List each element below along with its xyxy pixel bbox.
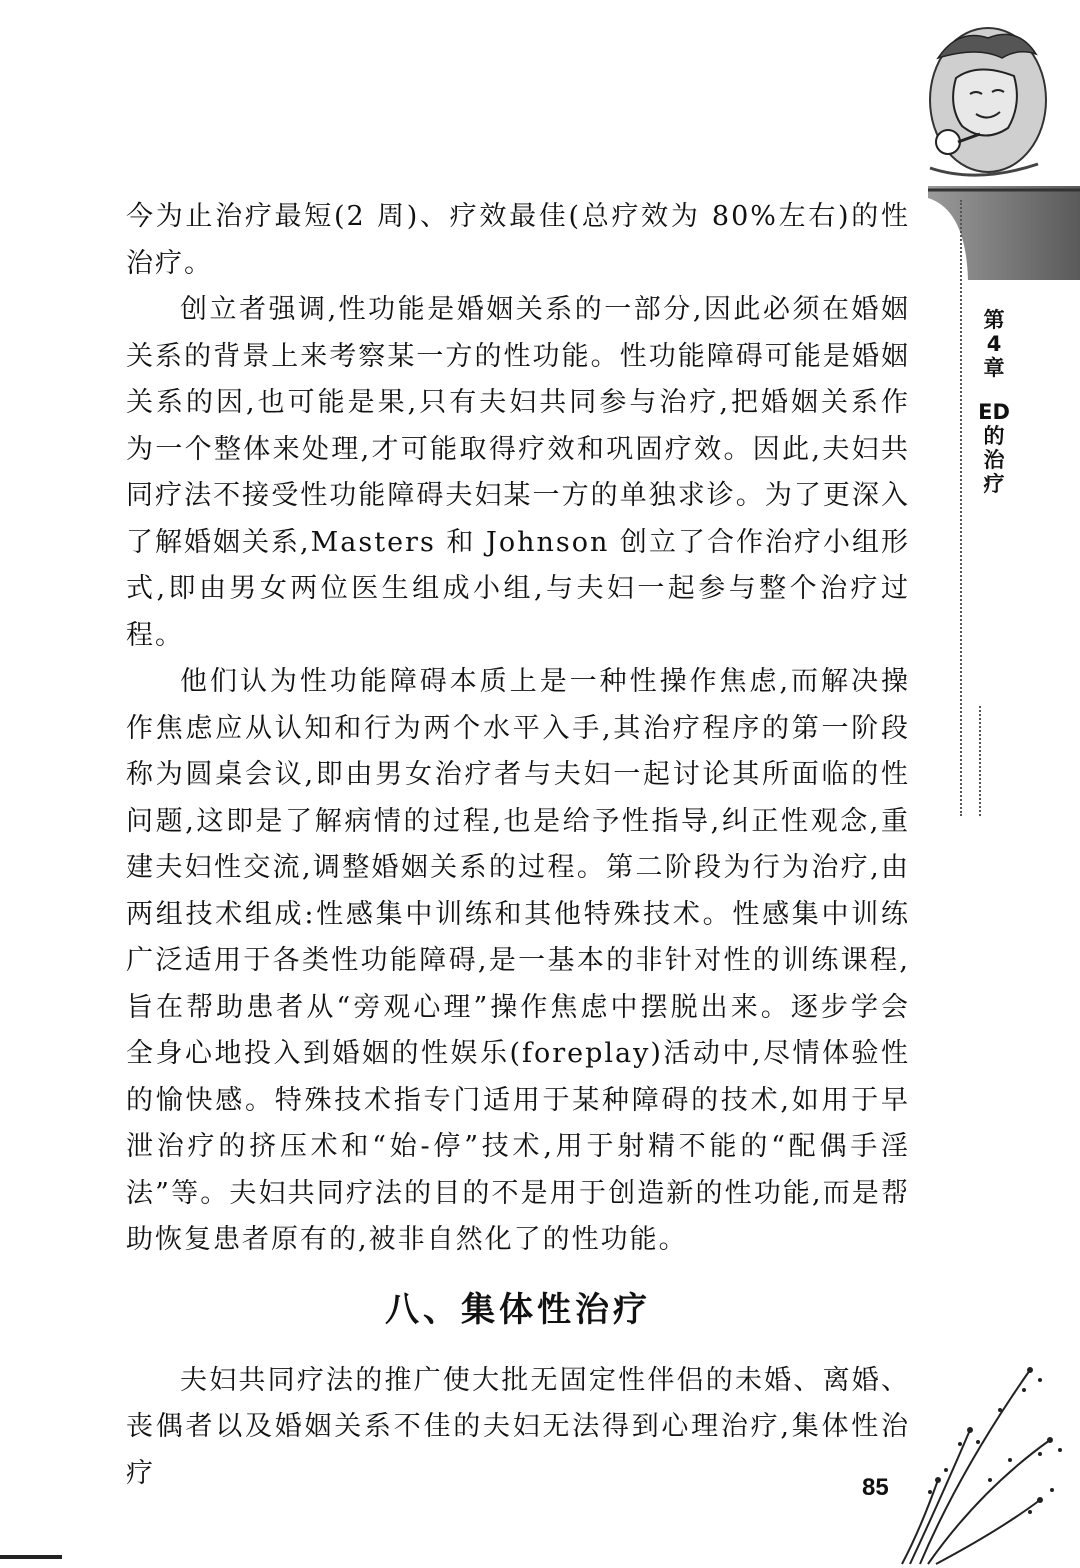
chapter-topic-char: 治 — [983, 448, 1005, 472]
chapter-topic-char: 的 — [983, 424, 1005, 448]
page-number: 85 — [862, 1474, 889, 1501]
chapter-label-char: 第 — [983, 308, 1005, 332]
margin-dotted-line — [979, 706, 981, 816]
paragraph: 创立者强调,性功能是婚姻关系的一部分,因此必须在婚姻关系的背景上来考察某一方的性功能。性功能障碍可能是婚姻关系的因,也可能是果,只有夫妇共同参与治疗,把婚姻关系作为一个整体来处理,才可能取得疗效和巩固疗效。因此,夫妇共同疗法不接受性功能障碍夫妇某一方的单独求诊。为了更深入了解婚姻关系,Masters 和 Johnson 创立了合作治疗小组形式,即由男女两位医生组成小组,与夫妇一起参与整个治疗过程。 — [126, 294, 910, 651]
chapter-topic-char: 疗 — [983, 472, 1005, 496]
body-text — [126, 194, 910, 1497]
sparkle-decoration — [880, 1350, 1080, 1568]
chapter-topic-char: ED — [978, 400, 1010, 424]
section-heading: 八、集体性治疗 — [385, 1289, 651, 1330]
paragraph: 夫妇共同疗法的推广使大批无固定性伴侣的未婚、离婚、丧偶者以及婚姻关系不佳的夫妇无法得到心理治疗,集体性治疗 — [126, 1364, 910, 1489]
chapter-label-char: 4 — [986, 332, 1002, 356]
bottom-rule — [0, 1555, 62, 1559]
chapter-label-char: 章 — [983, 356, 1005, 380]
cartoon-figure-illustration — [918, 18, 1050, 186]
chapter-side-label — [972, 308, 1016, 496]
margin-dotted-line — [960, 200, 962, 816]
decorative-side-band — [928, 186, 1080, 280]
paragraph: 今为止治疗最短(2 周)、疗效最佳(总疗效为 80%左右)的性治疗。 — [126, 201, 910, 279]
paragraph: 他们认为性功能障碍本质上是一种性操作焦虑,而解决操作焦虑应从认知和行为两个水平入手,其治疗程序的第一阶段称为圆桌会议,即由男女治疗者与夫妇一起讨论其所面临的性问题,这即是了解病情的过程,也是给予性指导,纠正性观念,重建夫妇性交流,调整婚姻关系的过程。第二阶段为行为治疗,由两组技术组成:性感集中训练和其他特殊技术。性感集中训练广泛适用于各类性功能障碍,是一基本的非针对性的训练课程,旨在帮助患者从“旁观心理”操作焦虑中摆脱出来。逐步学会全身心地投入到婚姻的性娱乐(foreplay)活动中,尽情体验性的愉快感。特殊技术指专门适用于某种障碍的技术,如用于早泄治疗的挤压术和“始-停”技术,用于射精不能的“配偶手淫法”等。夫妇共同疗法的目的不是用于创造新的性功能,而是帮助恢复患者原有的,被非自然化了的性功能。 — [126, 666, 910, 1255]
